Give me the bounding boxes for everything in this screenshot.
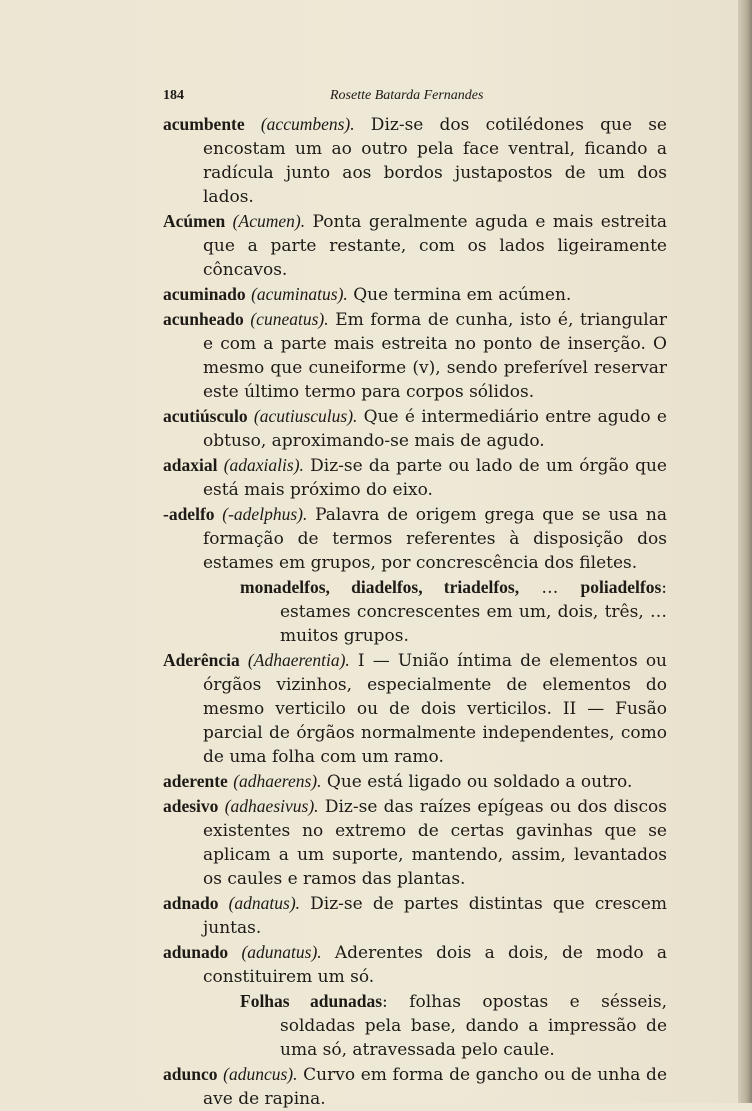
glossary-entry bbox=[163, 502, 667, 575]
entry-latin: (adhaerens). bbox=[233, 771, 322, 791]
glossary-text bbox=[163, 112, 667, 1111]
entry-definition: Diz-se de partes distintas que crescem juntas. bbox=[203, 894, 667, 938]
page-edge bbox=[738, 0, 752, 1103]
entry-term: adnado bbox=[163, 893, 219, 913]
glossary-entry bbox=[163, 769, 667, 794]
entry-definition: Que é intermediário entre agudo e obtuso, aproximando-se mais de agudo. bbox=[203, 407, 667, 451]
page-number: 184 bbox=[163, 88, 184, 103]
entry-latin: (adaxialis). bbox=[223, 455, 304, 475]
subentry-definition: : folhas opostas e sésseis, soldadas pela base, dando a impressão de uma só, atravessada pelo caule. bbox=[280, 992, 667, 1060]
glossary-entry bbox=[163, 307, 667, 404]
glossary-entry bbox=[163, 404, 667, 453]
glossary-subentry bbox=[163, 575, 667, 648]
entry-definition: Diz-se da parte ou lado de um órgão que está mais próximo do eixo. bbox=[203, 456, 667, 500]
entry-definition: Diz-se das raízes epígeas ou dos discos existentes no extremo de certas gavinhas que se aplicam a um suporte, mantendo, assim, levantados os caules e ramos das plantas. bbox=[203, 797, 668, 889]
glossary-subentry bbox=[163, 989, 667, 1062]
subentry-ellipsis: … bbox=[519, 578, 581, 598]
glossary-entry bbox=[163, 282, 667, 307]
entry-term: adunco bbox=[163, 1064, 218, 1084]
entry-definition: Curvo em forma de gancho ou de unha de ave de rapina. bbox=[203, 1065, 668, 1109]
entry-latin: (adunatus). bbox=[241, 942, 322, 962]
subentry-term: poliadelfos bbox=[580, 577, 662, 597]
glossary-entry bbox=[163, 648, 667, 769]
glossary-entry bbox=[163, 940, 667, 989]
subentry-term: monadelfos, diadelfos, triadelfos, bbox=[240, 577, 520, 597]
glossary-entry bbox=[163, 453, 667, 502]
running-head: Rosette Batarda Fernandes bbox=[330, 88, 484, 103]
entry-latin: (Acumen). bbox=[232, 211, 306, 231]
entry-term: acuminado bbox=[163, 284, 246, 304]
subentry-term: Folhas adunadas bbox=[240, 991, 383, 1011]
entry-term: -adelfo bbox=[163, 504, 215, 524]
entry-latin: (cuneatus). bbox=[250, 309, 329, 329]
entry-latin: (acuminatus). bbox=[251, 284, 348, 304]
entry-definition: I — União íntima de elementos ou órgãos vizinhos, especialmente de elementos do mesmo verticilo ou de dois verticilos. II — Fusão parcial de órgãos normalmente independentes, como de uma folha com um ramo. bbox=[203, 651, 667, 767]
entry-term: adunado bbox=[163, 942, 229, 962]
entry-term: aderente bbox=[163, 771, 228, 791]
entry-term: Aderência bbox=[163, 650, 240, 670]
entry-latin: (adhaesivus). bbox=[224, 796, 319, 816]
subentry-definition: : estames concrescentes em um, dois, três, … muitos grupos. bbox=[280, 578, 667, 646]
glossary-entry bbox=[163, 794, 667, 891]
entry-latin: (Adhaerentia). bbox=[247, 650, 350, 670]
entry-term: acumbente bbox=[163, 114, 245, 134]
entry-definition: Que termina em acúmen. bbox=[347, 285, 572, 305]
entry-definition: Em forma de cunha, isto é, triangular e com a parte mais estreita no ponto de inserção. O mesmo que cuneiforme (v), sendo preferível reservar este último termo para corpos sólidos. bbox=[203, 310, 667, 402]
glossary-entry bbox=[163, 1062, 667, 1111]
glossary-entry bbox=[163, 891, 667, 940]
entry-definition: Palavra de origem grega que se usa na formação de termos referentes à disposição dos estames em grupos, por concrescência dos filetes. bbox=[203, 505, 667, 573]
entry-latin: (aduncus). bbox=[223, 1064, 298, 1084]
entry-definition: Diz-se dos cotilédones que se encostam um ao outro pela face ventral, ficando a radícula junto aos bordos justapostos de um dos lados. bbox=[203, 115, 667, 207]
entry-term: adaxial bbox=[163, 455, 218, 475]
page-header bbox=[0, 84, 738, 108]
entry-latin: (-adelphus). bbox=[222, 504, 308, 524]
entry-definition: Aderentes dois a dois, de modo a constituirem um só. bbox=[203, 943, 667, 987]
entry-term: Acúmen bbox=[163, 211, 226, 231]
glossary-entry bbox=[163, 209, 667, 282]
entry-definition: Ponta geralmente aguda e mais estreita que a parte restante, com os lados ligeiramente côncavos. bbox=[203, 212, 667, 280]
entry-latin: (accumbens). bbox=[260, 114, 355, 134]
entry-latin: (acutiusculus). bbox=[253, 406, 358, 426]
entry-definition: Que está ligado ou soldado a outro. bbox=[321, 772, 633, 792]
entry-term: adesivo bbox=[163, 796, 219, 816]
entry-latin: (adnatus). bbox=[228, 893, 301, 913]
entry-term: acutiúsculo bbox=[163, 406, 248, 426]
glossary-entry bbox=[163, 112, 667, 209]
entry-term: acunheado bbox=[163, 309, 244, 329]
